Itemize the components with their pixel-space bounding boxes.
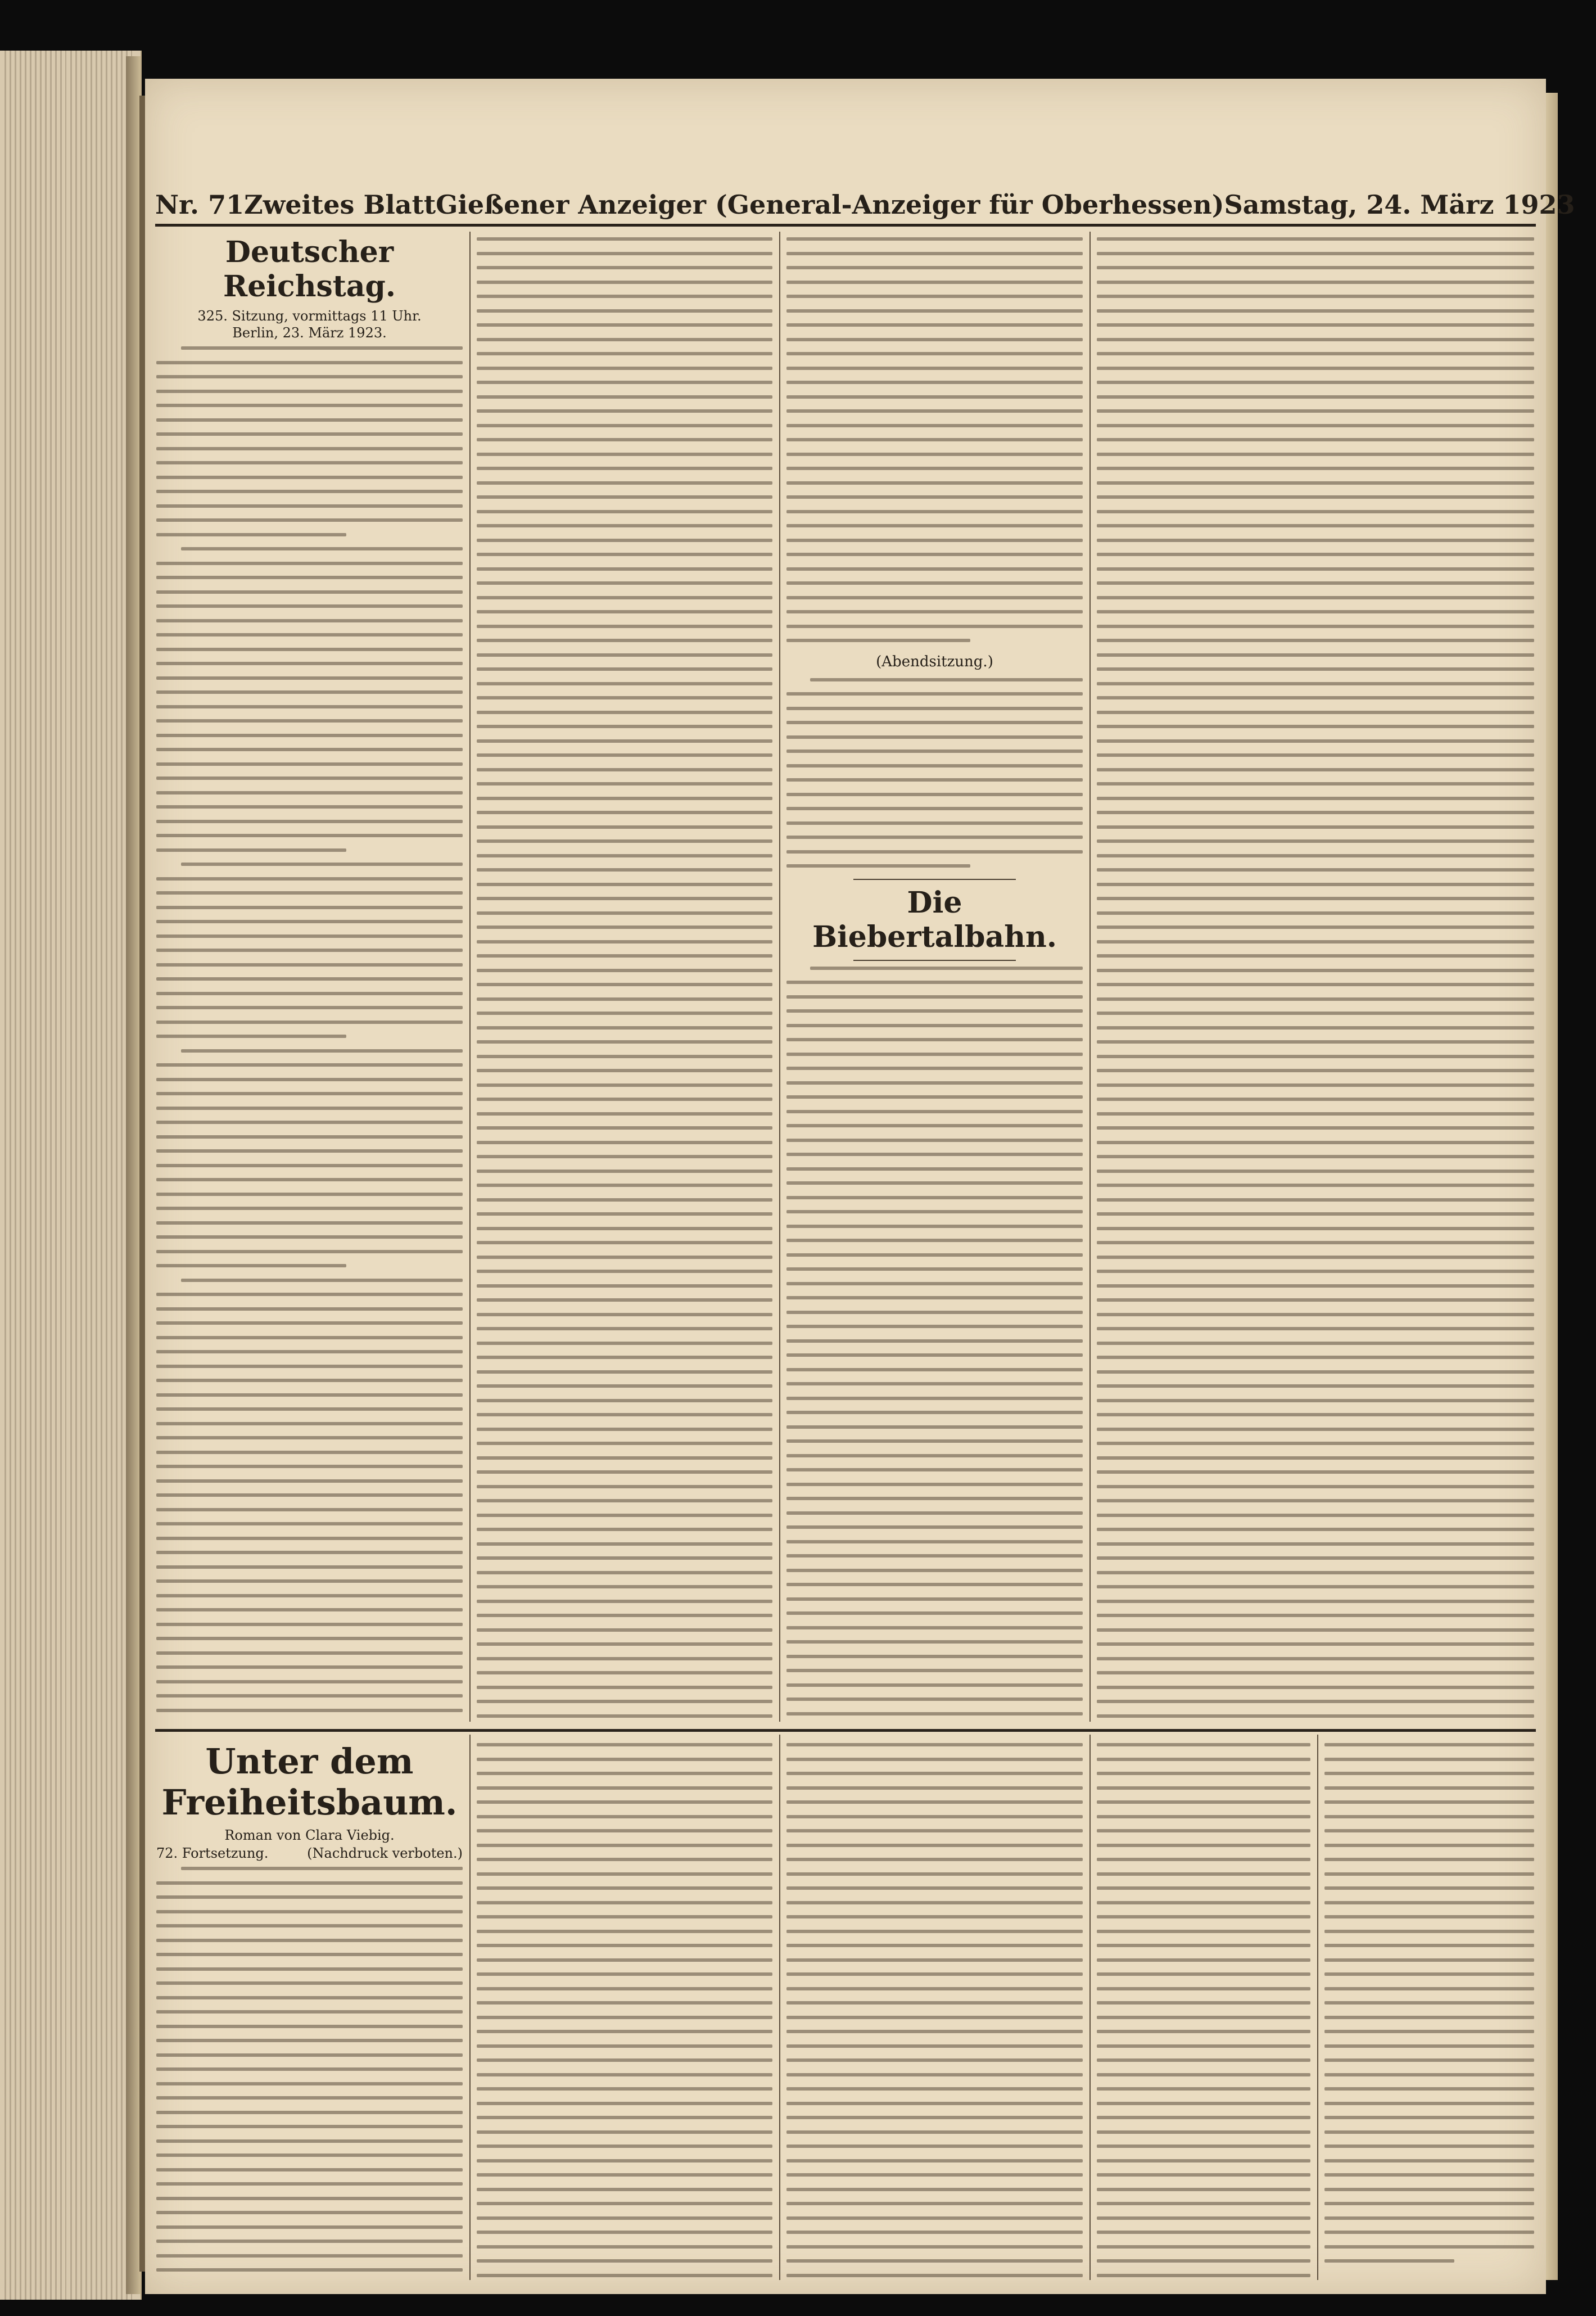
serial-meta (156, 1845, 463, 1861)
masthead (155, 166, 1575, 220)
column-rule (469, 232, 471, 1722)
serial-title: Unter dem Freiheitsbaum. (161, 1741, 458, 1823)
feuilleton-rule (155, 1729, 1536, 1732)
serial-byline: Roman von Clara Viebig. (224, 1827, 395, 1843)
newspaper-page (145, 79, 1575, 2294)
newspaper-title: Gießener Anzeiger (General-Anzeiger für Oberhessen) (436, 189, 1224, 220)
column-rule (1317, 1735, 1318, 2280)
biebertalbahn-body (786, 967, 1083, 1722)
article-divider (853, 879, 1016, 880)
reichstag-dateline: Berlin, 23. März 1923. (232, 325, 387, 341)
column-2-body (477, 237, 772, 1722)
column-rule (1089, 1735, 1091, 2280)
abendsitzung-heading: (Abendsitzung.) (876, 653, 993, 670)
column-3 (786, 232, 1083, 1722)
serial-column-2 (477, 1737, 772, 2277)
reichstag-title: Deutscher Reichstag. (223, 235, 396, 304)
serial-body-3 (786, 1743, 1083, 2277)
reichstag-body (156, 346, 463, 1722)
serial-body-5 (1324, 1743, 1534, 2263)
serial-column-3 (786, 1737, 1083, 2277)
serial-notice: (Nachdruck verboten.) (307, 1845, 463, 1861)
serial-column-5 (1324, 1737, 1534, 2277)
issue-date: Samstag, 24. März 1923 (1224, 189, 1575, 220)
column-rule (469, 1735, 471, 2280)
serial-column-4 (1097, 1737, 1310, 2277)
section-label: Zweites Blatt (244, 189, 436, 220)
column-3-body-top (786, 237, 1083, 642)
issue-number: Nr. 71 (155, 189, 245, 220)
abendsitzung-body (786, 678, 1083, 868)
article-divider (853, 960, 1016, 961)
column-rule (779, 1735, 780, 2280)
book-gutter (126, 56, 141, 2294)
column-rule (779, 232, 780, 1722)
serial-body-1 (156, 1867, 463, 2277)
reichstag-continuation-column (477, 232, 772, 1722)
reichstag-column (156, 232, 463, 1722)
masthead-rule (155, 224, 1536, 227)
serial-body-2 (477, 1743, 772, 2277)
biebertalbahn-title: Die Biebertalbahn. (812, 885, 1057, 954)
serial-body-4 (1097, 1743, 1310, 2277)
column-rule (1089, 232, 1091, 1722)
adjacent-page-edge (0, 51, 142, 2300)
serial-continuation: 72. Fortsetzung. (156, 1845, 269, 1861)
serial-column-1 (156, 1737, 463, 2277)
column-4-body (1097, 237, 1534, 1722)
reichstag-session: 325. Sitzung, vormittags 11 Uhr. (197, 308, 422, 324)
biebertalbahn-continuation-column (1097, 232, 1534, 1722)
